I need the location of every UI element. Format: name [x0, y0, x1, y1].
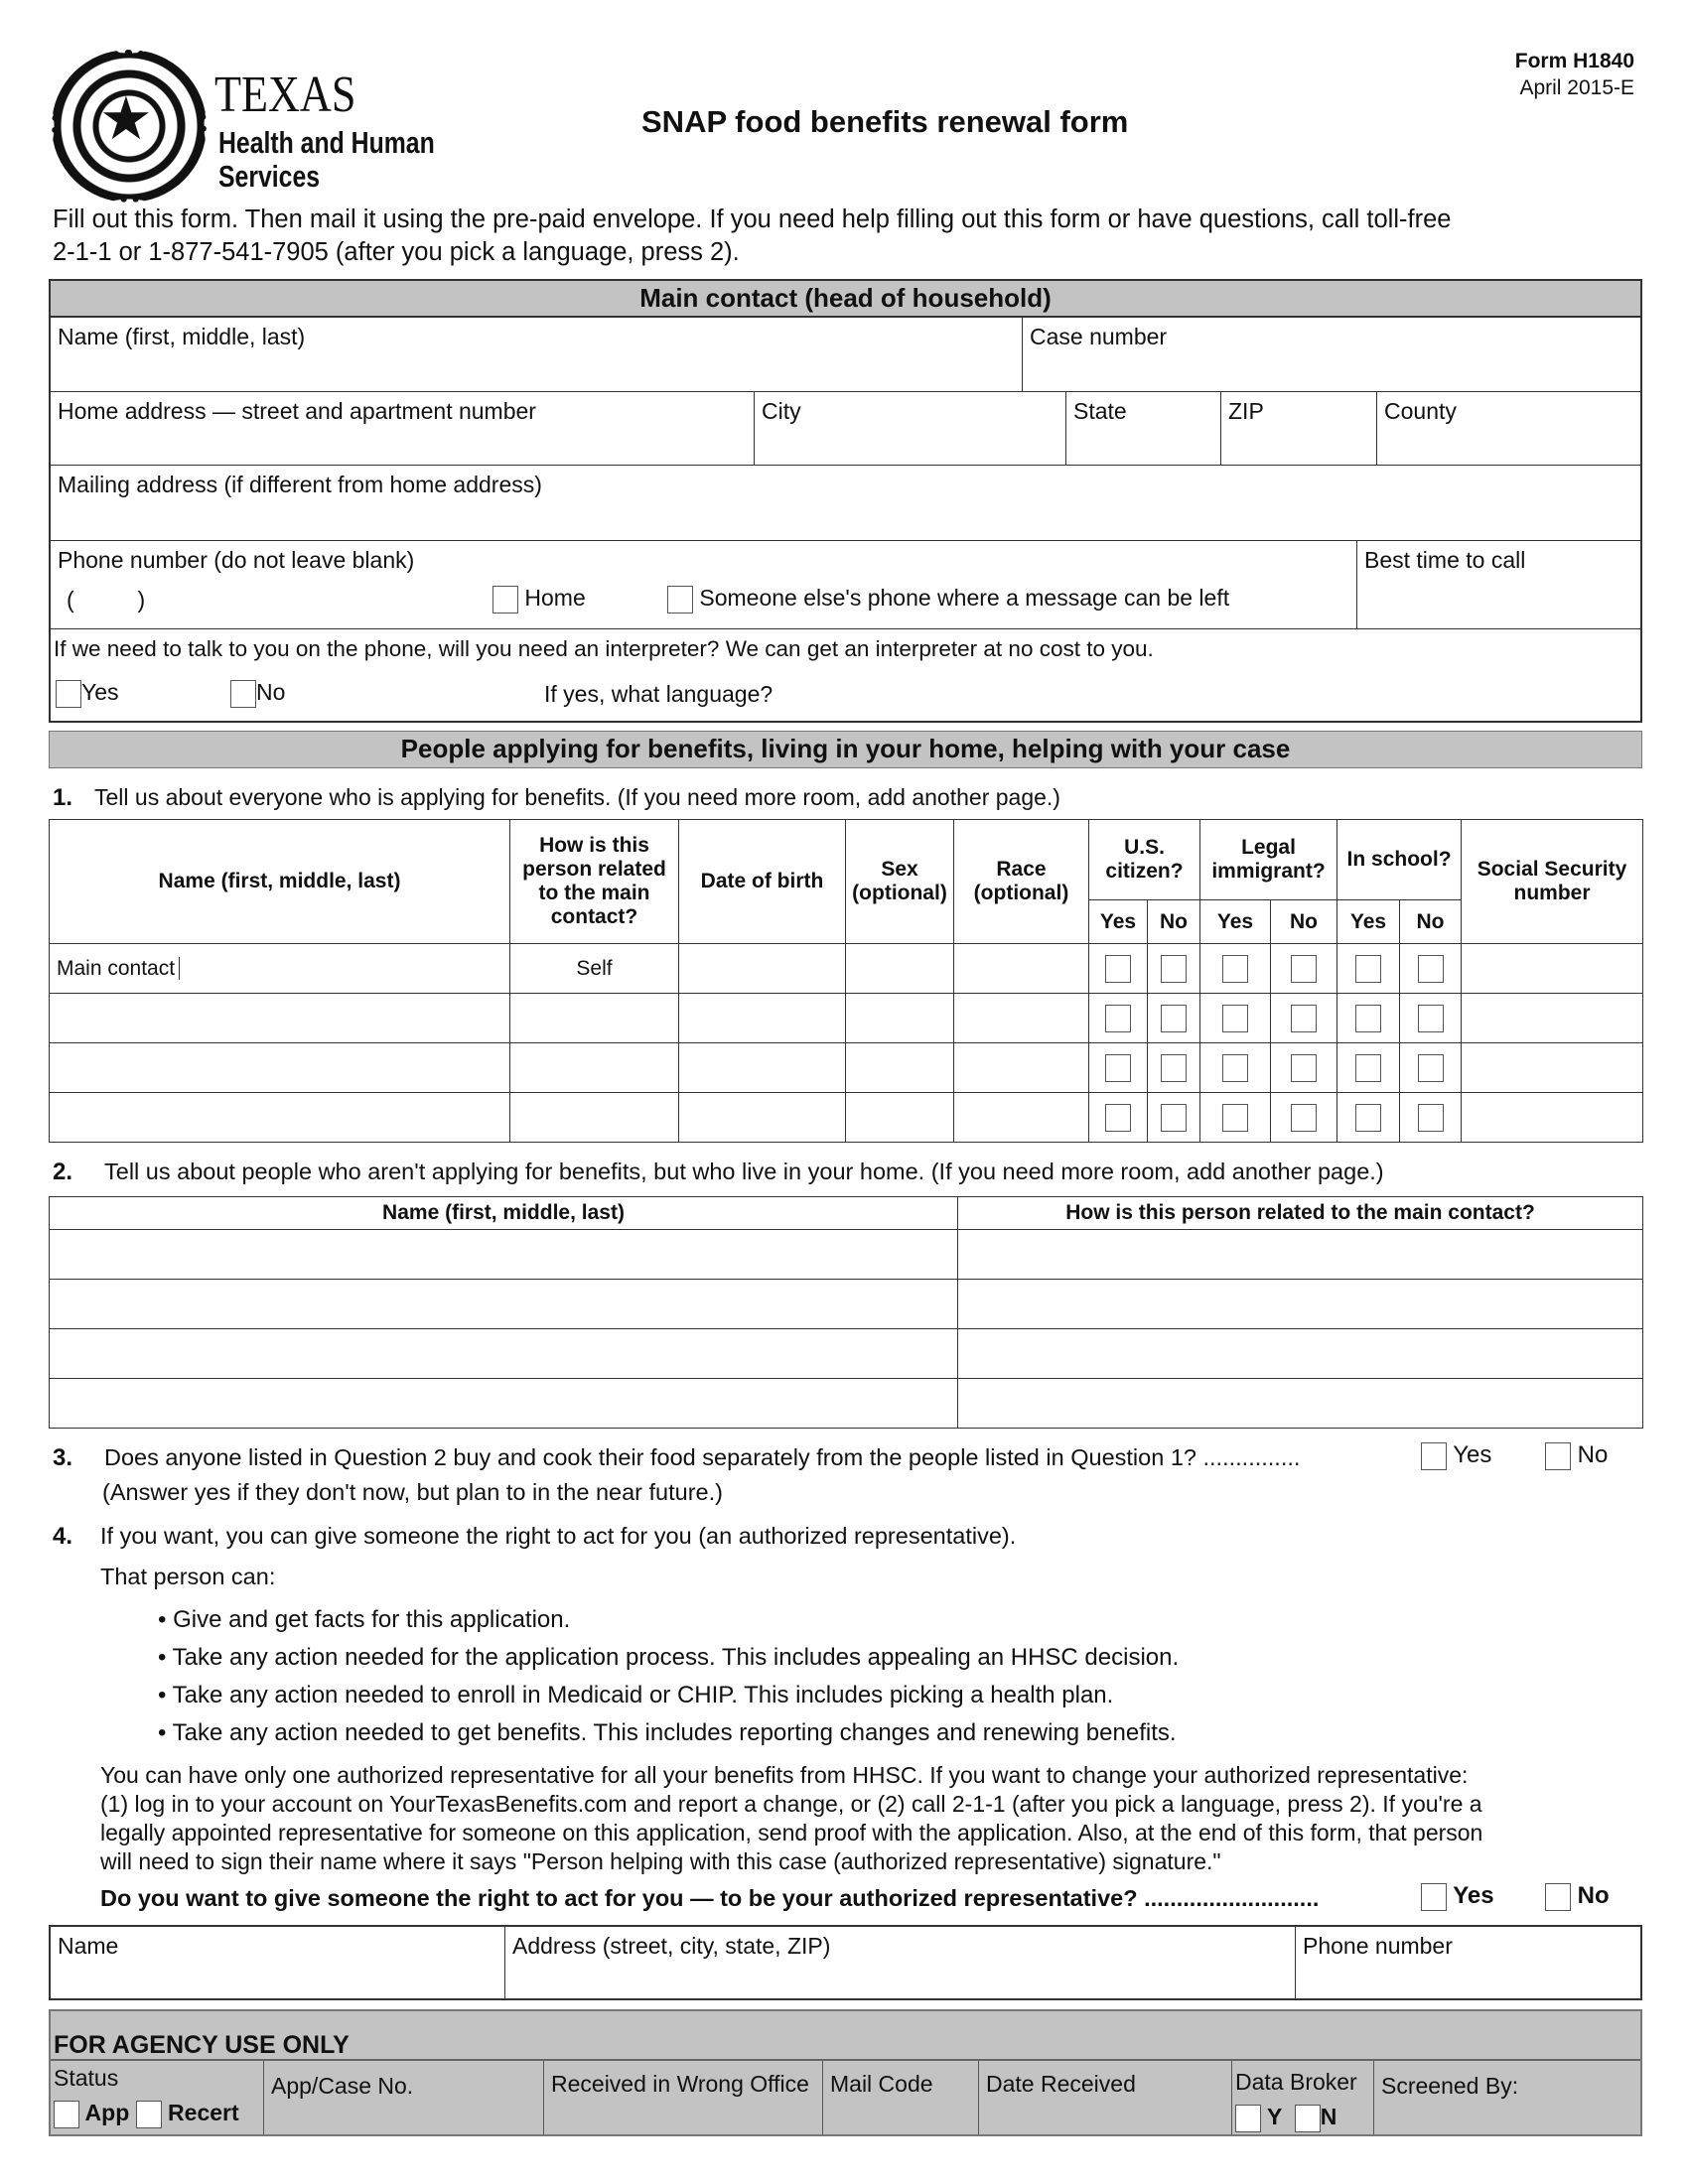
school-yes-checkbox[interactable]: [1355, 1005, 1381, 1032]
q4-paragraph-line: (1) log in to your account on YourTexasBenefits.com and report a change, or (2) call 2-1-1 (after you pick a language, press 2). If you're a: [100, 1791, 1482, 1817]
rep-no-label: No: [1577, 1882, 1610, 1909]
col-citizen: U.S. citizen?: [1089, 820, 1200, 900]
main-contact-label: Main contact: [57, 957, 180, 980]
citizen-no-checkbox[interactable]: [1161, 1054, 1187, 1082]
city-label: City: [762, 398, 801, 424]
col-related: How is this person related to the main contact?: [510, 820, 679, 944]
immigrant-no-checkbox[interactable]: [1291, 955, 1317, 983]
rep-yes-label: Yes: [1453, 1882, 1494, 1909]
zip-label: ZIP: [1228, 398, 1264, 424]
data-broker-y-checkbox[interactable]: [1235, 2105, 1261, 2132]
mailing-address-label: Mailing address (if different from home address): [58, 472, 542, 497]
city-field[interactable]: [754, 392, 1065, 465]
col-name: Name (first, middle, last): [50, 820, 510, 944]
dob-cell[interactable]: [679, 1093, 846, 1143]
logo-services: Services: [218, 159, 321, 194]
related-cell[interactable]: [958, 1379, 1643, 1429]
col-dob: Date of birth: [679, 820, 846, 944]
q4-bullet: • Give and get facts for this application.: [158, 1606, 571, 1633]
rep-name-label: Name: [58, 1933, 119, 1959]
q3-no-checkbox[interactable]: [1545, 1442, 1571, 1470]
immigrant-yes-checkbox[interactable]: [1222, 1054, 1248, 1082]
table-row: [50, 944, 1643, 994]
ssn-cell[interactable]: [1462, 1093, 1643, 1143]
y-label: Y: [1266, 2104, 1282, 2129]
col-name: Name (first, middle, last): [50, 1197, 958, 1230]
q2-text: Tell us about people who aren't applying for benefits, but who live in your home. (If you need more room, add another page.): [104, 1159, 1384, 1184]
home-address-label: Home address — street and apartment number: [58, 398, 536, 424]
screened-by-label: Screened By:: [1373, 2061, 1640, 2134]
school-yes: Yes: [1337, 900, 1400, 944]
school-no-checkbox[interactable]: [1418, 1005, 1444, 1032]
table-row: [50, 1329, 1643, 1379]
main-contact-title: Main contact (head of household): [51, 281, 1640, 318]
q4-paragraph-line: You can have only one authorized representative for all your benefits from HHSC. If you want to change your authorized representative:: [100, 1762, 1469, 1788]
interpreter-yes-label: Yes: [81, 679, 119, 705]
q4-can-label: That person can:: [100, 1564, 276, 1589]
immigrant-yes-checkbox[interactable]: [1222, 1104, 1248, 1132]
rep-no-checkbox[interactable]: [1545, 1883, 1571, 1911]
table-row: [50, 1093, 1643, 1143]
phone-area-code[interactable]: ( ): [67, 587, 146, 613]
citizen-no: No: [1148, 900, 1200, 944]
sex-cell[interactable]: [846, 994, 954, 1043]
name-cell[interactable]: [50, 1379, 958, 1429]
q3-text: Does anyone listed in Question 2 buy and cook their food separately from the people listed in Question 1? ...............: [104, 1444, 1301, 1470]
related-cell[interactable]: [510, 1043, 679, 1093]
home-address-field[interactable]: [51, 392, 754, 465]
home-label: Home: [524, 585, 586, 611]
case-no-label: App/Case No.: [263, 2061, 543, 2134]
ssn-cell[interactable]: [1462, 944, 1643, 994]
citizen-yes-checkbox[interactable]: [1105, 1104, 1131, 1132]
ssn-cell[interactable]: [1462, 1043, 1643, 1093]
col-related: How is this person related to the main contact?: [958, 1197, 1643, 1230]
rep-section: [49, 1925, 1642, 2000]
home-phone-checkbox[interactable]: [492, 586, 518, 614]
rep-name-field[interactable]: [51, 1927, 504, 1998]
q3-number: 3.: [53, 1444, 73, 1471]
data-broker-label: Data Broker: [1235, 2069, 1357, 2095]
related-cell: Self: [510, 944, 679, 994]
rep-address-label: Address (street, city, state, ZIP): [512, 1933, 831, 1959]
school-no-checkbox[interactable]: [1418, 955, 1444, 983]
school-no-checkbox[interactable]: [1418, 1104, 1444, 1132]
agency-section: [49, 2009, 1642, 2136]
star-icon: ★: [99, 85, 153, 152]
mailing-address-field[interactable]: [51, 466, 1640, 540]
rep-phone-label: Phone number: [1303, 1933, 1453, 1959]
applicants-table: [49, 819, 1643, 1143]
recert-label: Recert: [168, 2100, 239, 2125]
school-yes-checkbox[interactable]: [1355, 1104, 1381, 1132]
date-received-label: Date Received: [978, 2061, 1231, 2134]
related-cell[interactable]: [958, 1280, 1643, 1329]
phone-field[interactable]: [51, 541, 1356, 628]
name-field[interactable]: [51, 318, 1022, 391]
q4-number: 4.: [53, 1523, 73, 1550]
q4-paragraph-line: will need to sign their name where it says "Person helping with this case (authorized representative) signature.": [100, 1848, 1221, 1874]
sex-cell[interactable]: [846, 944, 954, 994]
county-field[interactable]: [1376, 392, 1640, 465]
rep-phone-field[interactable]: [1295, 1927, 1640, 1998]
n-label: N: [1320, 2104, 1337, 2129]
race-cell[interactable]: [954, 944, 1089, 994]
q3-yes-checkbox[interactable]: [1421, 1442, 1447, 1470]
name-cell[interactable]: [50, 994, 510, 1043]
status-label: Status: [54, 2065, 119, 2091]
immigrant-no-checkbox[interactable]: [1291, 1104, 1317, 1132]
form-number: Form H1840: [1514, 50, 1634, 72]
col-ssn: Social Security number: [1462, 820, 1643, 944]
immigrant-no-checkbox[interactable]: [1291, 1005, 1317, 1032]
q3-no-label: No: [1577, 1441, 1609, 1468]
immigrant-yes: Yes: [1200, 900, 1271, 944]
school-no: No: [1400, 900, 1462, 944]
case-number-field[interactable]: [1022, 318, 1640, 391]
dob-cell[interactable]: [679, 1043, 846, 1093]
citizen-no-checkbox[interactable]: [1161, 1005, 1187, 1032]
logo-texas: TEXAS: [214, 67, 356, 123]
col-school: In school?: [1337, 820, 1462, 900]
name-cell[interactable]: [50, 1043, 510, 1093]
wrong-office-label: Received in Wrong Office: [543, 2061, 822, 2134]
message-phone-label: Someone else's phone where a message can be left: [699, 585, 1230, 611]
q4-bullet: • Take any action needed to enroll in Medicaid or CHIP. This includes picking a health plan.: [158, 1682, 1114, 1708]
name-cell[interactable]: [50, 1329, 958, 1379]
ssn-cell[interactable]: [1462, 994, 1643, 1043]
phone-label: Phone number (do not leave blank): [58, 547, 415, 573]
rep-address-field[interactable]: [504, 1927, 1295, 1998]
hhs-logo: [52, 50, 207, 203]
table-row: [50, 1043, 1643, 1093]
interpreter-no-label: No: [256, 679, 286, 705]
q1-text: Tell us about everyone who is applying for benefits. (If you need more room, add another page.): [94, 784, 1060, 810]
name-label: Name (first, middle, last): [58, 324, 306, 349]
zip-field[interactable]: [1220, 392, 1376, 465]
county-label: County: [1384, 398, 1457, 424]
school-yes-checkbox[interactable]: [1355, 955, 1381, 983]
recert-checkbox[interactable]: [136, 2101, 162, 2128]
race-cell[interactable]: [954, 1093, 1089, 1143]
state-label: State: [1073, 398, 1127, 424]
main-contact-section: [49, 279, 1642, 723]
citizen-yes-checkbox[interactable]: [1105, 1054, 1131, 1082]
household-table: [49, 1196, 1643, 1429]
table-row: [50, 1379, 1643, 1429]
table-row: [50, 994, 1643, 1043]
col-race: Race (optional): [954, 820, 1089, 944]
interpreter-yes-checkbox[interactable]: [56, 680, 81, 708]
sex-cell[interactable]: [846, 1093, 954, 1143]
name-cell[interactable]: [50, 1230, 958, 1280]
q4-bullet: • Take any action needed for the application process. This includes appealing an HHSC decision.: [158, 1644, 1180, 1671]
citizen-yes: Yes: [1089, 900, 1148, 944]
citizen-yes-checkbox[interactable]: [1105, 955, 1131, 983]
agency-title: FOR AGENCY USE ONLY: [51, 2011, 1640, 2061]
sex-cell[interactable]: [846, 1043, 954, 1093]
q3-note: (Answer yes if they don't now, but plan to in the near future.): [102, 1479, 723, 1505]
q4-bullet: • Take any action needed to get benefits. This includes reporting changes and renewing benefits.: [158, 1719, 1177, 1746]
name-cell[interactable]: [50, 1280, 958, 1329]
state-field[interactable]: [1065, 392, 1220, 465]
q4-text: If you want, you can give someone the right to act for you (an authorized representative).: [100, 1523, 1017, 1549]
immigrant-yes-checkbox[interactable]: [1222, 1005, 1248, 1032]
data-broker-n-checkbox[interactable]: [1295, 2105, 1321, 2132]
race-cell[interactable]: [954, 1043, 1089, 1093]
app-checkbox[interactable]: [54, 2101, 79, 2128]
citizen-no-checkbox[interactable]: [1161, 955, 1187, 983]
best-time-field[interactable]: [1356, 541, 1640, 628]
col-immigrant: Legal immigrant?: [1200, 820, 1337, 900]
dob-cell[interactable]: [679, 994, 846, 1043]
intro-line-2: 2-1-1 or 1-877-541-7905 (after you pick a language, press 2).: [53, 238, 740, 266]
q4-paragraph-line: legally appointed representative for someone on this application, send proof with the application. Also, at the end of this form, that person: [100, 1820, 1483, 1845]
page-title: SNAP food benefits renewal form: [641, 104, 1129, 139]
name-cell[interactable]: [50, 1093, 510, 1143]
citizen-no-checkbox[interactable]: [1161, 1104, 1187, 1132]
related-cell[interactable]: [958, 1329, 1643, 1379]
related-cell[interactable]: [510, 994, 679, 1043]
school-yes-checkbox[interactable]: [1355, 1054, 1381, 1082]
citizen-yes-checkbox[interactable]: [1105, 1005, 1131, 1032]
school-no-checkbox[interactable]: [1418, 1054, 1444, 1082]
interpreter-no-checkbox[interactable]: [230, 680, 256, 708]
table-row: [50, 1280, 1643, 1329]
intro-line-1: Fill out this form. Then mail it using the pre-paid envelope. If you need help filling out this form or have questions, call toll-free: [53, 205, 1452, 233]
immigrant-yes-checkbox[interactable]: [1222, 955, 1248, 983]
dob-cell[interactable]: [679, 944, 846, 994]
mail-code-label: Mail Code: [822, 2061, 978, 2134]
message-phone-checkbox[interactable]: [667, 586, 693, 614]
name-cell[interactable]: [50, 944, 510, 994]
related-cell[interactable]: [958, 1230, 1643, 1280]
q2-number: 2.: [53, 1159, 73, 1185]
logo-hhs: Health and Human: [218, 125, 435, 160]
q3-yes-label: Yes: [1453, 1441, 1492, 1468]
q4-question: Do you want to give someone the right to act for you — to be your authorized representative? ...........................: [100, 1885, 1320, 1911]
q1-number: 1.: [53, 784, 73, 811]
form-date: April 2015-E: [1519, 76, 1634, 99]
immigrant-no-checkbox[interactable]: [1291, 1054, 1317, 1082]
app-label: App: [84, 2100, 130, 2125]
table-row: [50, 1230, 1643, 1280]
race-cell[interactable]: [954, 994, 1089, 1043]
case-number-label: Case number: [1030, 324, 1168, 349]
interpreter-question: If we need to talk to you on the phone, will you need an interpreter? We can get an interpreter at no cost to you.: [54, 636, 1154, 661]
rep-yes-checkbox[interactable]: [1421, 1883, 1447, 1911]
language-label: If yes, what language?: [544, 681, 774, 707]
col-sex: Sex (optional): [846, 820, 954, 944]
immigrant-no: No: [1271, 900, 1337, 944]
best-time-label: Best time to call: [1364, 547, 1526, 573]
interpreter-section: [51, 629, 1640, 721]
related-cell[interactable]: [510, 1093, 679, 1143]
people-section-title: People applying for benefits, living in your home, helping with your case: [49, 731, 1642, 768]
